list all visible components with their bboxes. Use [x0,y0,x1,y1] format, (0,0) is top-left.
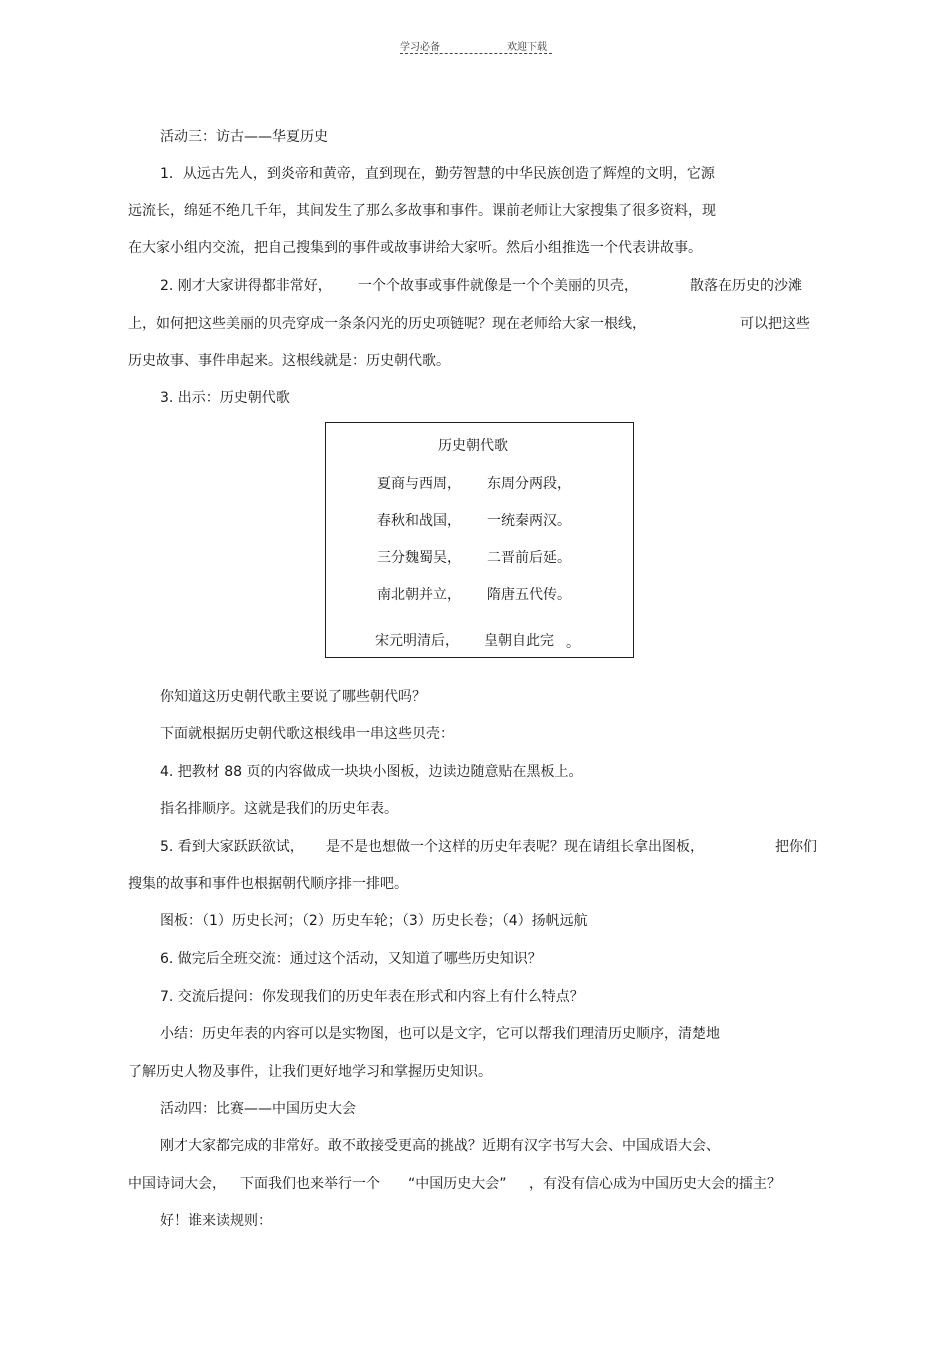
rules-line: 好！谁来读规则： [160,1213,272,1229]
para1-line2: 远流长，绵延不绝几千年，其间发生了那么多故事和事件。课前老师让大家搜集了很多资料，现 [128,203,716,219]
item5-line2: 搜集的故事和事件也根据朝代顺序排一排吧。 [128,876,408,892]
poem-row1-left: 夏商与西周， [377,476,461,492]
poem-row5-right: 皇朝自此完 [484,633,554,649]
poem-title: 历史朝代歌 [438,438,508,454]
board-list: 图板：（1）历史长河；（2）历史车轮；（3）历史长卷；（4）扬帆远航 [160,913,588,929]
summary-line1: 小结：历史年表的内容可以是实物图，也可以是文字，它可以帮我们理清历史顺序，清楚地 [160,1026,720,1042]
item5-line1-part2: 是不是也想做一个这样的历史年表呢？现在请组长拿出图板， [326,839,704,855]
header-right: 欢迎下载 [507,42,547,53]
contest-line2-part3: “中国历史大会” [408,1176,507,1192]
header-rule [400,53,552,54]
activity3-heading: 活动三：访古——华夏历史 [160,129,328,145]
para1-line3: 在大家小组内交流，把自己搜集到的事件或故事讲给大家听。然后小组推选一个代表讲故事。 [128,240,702,256]
para2-line3: 历史故事、事件串起来。这根线就是：历史朝代歌。 [128,353,450,369]
para2-line2-part1: 上，如何把这些美丽的贝壳穿成一条条闪光的历史项链呢？现在老师给大家一根线， [128,316,646,332]
poem-row3-left: 三分魏蜀吴， [377,550,461,566]
transition-line: 下面就根据历史朝代歌这根线串一串这些贝壳： [160,726,454,742]
poem-end-mark: 。 [566,635,580,651]
para2-line2-part2: 可以把这些 [740,316,810,332]
poem-row4-left: 南北朝并立， [377,587,461,603]
activity4-heading: 活动四：比赛——中国历史大会 [160,1101,356,1117]
item7-line: 7. 交流后提问：你发现我们的历史年表在形式和内容上有什么特点？ [160,989,584,1005]
poem-row2-right: 一统秦两汉。 [487,513,571,529]
poem-row4-right: 隋唐五代传。 [487,587,571,603]
para2-line1-part2: 一个个故事或事件就像是一个个美丽的贝壳， [358,278,638,294]
dynasty-song-box [325,422,634,658]
contest-line2-part2: 下面我们也来举行一个 [240,1176,380,1192]
poem-row3-right: 二晋前后延。 [487,550,571,566]
header-left: 学习必备 [400,42,440,53]
para1-line1: 1．从远古先人，到炎帝和黄帝，直到现在，勤劳智慧的中华民族创造了辉煌的文明，它源 [160,166,715,182]
item4-followup: 指名排顺序。这就是我们的历史年表。 [160,801,398,817]
summary-line2: 了解历史人物及事件，让我们更好地学习和掌握历史知识。 [128,1064,492,1080]
contest-line2-part4: ，有没有信心成为中国历史大会的擂主？ [529,1176,781,1192]
para2-line1-part3: 散落在历史的沙滩 [690,278,802,294]
item5-line1-part1: 5. 看到大家跃跃欲试， [160,839,304,855]
para2-line1-part1: 2. 刚才大家讲得都非常好， [160,278,332,294]
contest-line2-part1: 中国诗词大会， [128,1176,226,1192]
poem-row1-right: 东周分两段， [487,476,571,492]
item5-line1-part3: 把你们 [775,839,817,855]
contest-line1: 刚才大家都完成的非常好。敢不敢接受更高的挑战？近期有汉字书写大会、中国成语大会、 [160,1138,720,1154]
item6-line: 6. 做完后全班交流：通过这个活动，又知道了哪些历史知识？ [160,951,542,967]
poem-row2-left: 春秋和战国， [377,513,461,529]
poem-row5-left: 宋元明清后， [375,633,459,649]
question-line: 你知道这历史朝代歌主要说了哪些朝代吗？ [160,689,426,705]
item4-line: 4. 把教材 88 页的内容做成一块块小图板，边读边随意贴在黑板上。 [160,764,583,780]
item3-line: 3. 出示：历史朝代歌 [160,390,290,406]
